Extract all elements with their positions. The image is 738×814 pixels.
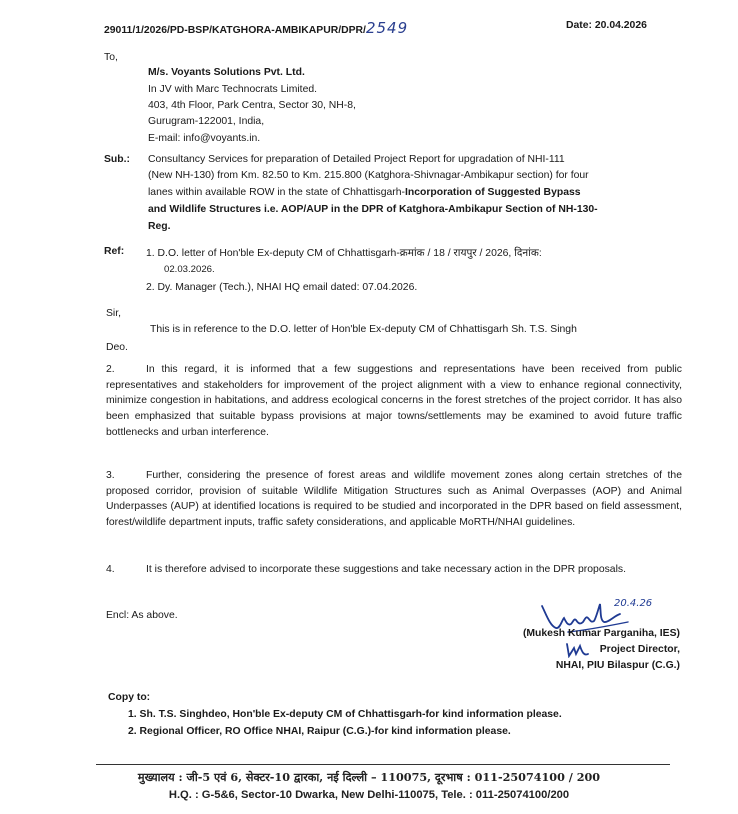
- subject-line: Consultancy Services for preparation of Detailed Project Report for upgradation of NHI-111: [148, 154, 565, 165]
- ref-label: Ref:: [104, 246, 125, 257]
- copy-to-item: 1. Sh. T.S. Singhdeo, Hon'ble Ex-deputy CM of Chhattisgarh-for kind information please.: [128, 709, 562, 720]
- reference-number-printed: 29011/1/2026/PD-BSP/KATGHORA-AMBIKAPUR/DPR/: [104, 25, 366, 36]
- letter-date: Date: 20.04.2026: [566, 20, 647, 31]
- ref-item-continued: 02.03.2026.: [164, 264, 215, 275]
- addressee-line: 403, 4th Floor, Park Centra, Sector 30, NH-8,: [148, 100, 356, 111]
- salutation: Sir,: [106, 308, 122, 319]
- subject-line: lanes within available ROW in the state of Chhattisgarh-Incorporation of Suggested Bypass: [148, 187, 581, 198]
- to-label: To,: [104, 52, 118, 63]
- copy-to-label: Copy to:: [108, 692, 151, 703]
- addressee-line: In JV with Marc Technocrats Limited.: [148, 84, 318, 95]
- subject-line: and Wildlife Structures i.e. AOP/AUP in the DPR of Katghora-Ambikapur Section of NH-130-: [148, 204, 598, 215]
- addressee-email: E-mail: info@voyants.in.: [148, 133, 261, 144]
- footer-hindi-address: मुख्यालय : जी-5 एवं 6, सेक्टर-10 द्वारका, नई दिल्ली – 110075, दूरभाष : 011-25074100 / 200: [137, 770, 601, 784]
- signatory-name: (Mukesh Kumar Parganiha, IES): [522, 628, 680, 639]
- signatory-designation: Project Director,: [599, 644, 680, 655]
- paragraph-3: 3. Further, considering the presence of forest areas and wildlife movement zones along certain stretches of the proposed corridor, provision of suitable Wildlife Mitigation Structures such as Animal Overpasses (AOP) and Animal Underpasses (AUP) at identified locations is required to be studied and incorporated in the DPR based on field assessment, forest/wildlife department inputs, traffic safety considerations, and applicable MoRTH/NHAI guidelines.: [106, 470, 682, 529]
- enclosure: Encl: As above.: [106, 610, 178, 621]
- initials-mark: [564, 642, 590, 658]
- paragraph-number: 4.: [106, 564, 115, 575]
- paragraph-2: 2. In this regard, it is informed that a few suggestions and representations have been received from public representatives and stakeholders for improvement of the project alignment with a view to enhance regional connectivity, minimize congestion in habitations, and address ecological concerns in the forest stretches of the project corridor. It has also been emphasized that suitable bypass provisions at major towns/settlements may be examined to avoid future traffic bottlenecks and urban interference.: [106, 364, 682, 438]
- addressee-name: M/s. Voyants Solutions Pvt. Ltd.: [148, 67, 305, 78]
- ref-item: 2. Dy. Manager (Tech.), NHAI HQ email dated: 07.04.2026.: [146, 282, 418, 293]
- ref-item: 1. D.O. letter of Hon'ble Ex-deputy CM of Chhattisgarh-क्रमांक / 18 / रायपुर / 2026, दिनांक:: [146, 248, 542, 259]
- paragraph-number: 3.: [106, 470, 115, 481]
- reference-number: [104, 19, 408, 37]
- paragraph-1-line: Deo.: [106, 342, 128, 353]
- reference-number-handwritten: 2549: [365, 19, 409, 37]
- paragraph-4: 4. It is therefore advised to incorporate these suggestions and take necessary action in the DPR proposals.: [106, 562, 682, 578]
- subject-label: Sub.:: [104, 154, 130, 165]
- subject-line: (New NH-130) from Km. 82.50 to Km. 215.800 (Katghora-Shivnagar-Ambikapur section) for four: [148, 170, 589, 181]
- addressee-line: Gurugram-122001, India,: [148, 116, 265, 127]
- paragraph-1-line: This is in reference to the D.O. letter of Hon'ble Ex-deputy CM of Chhattisgarh Sh. T.S. Singh: [150, 324, 577, 335]
- signatory-office: NHAI, PIU Bilaspur (C.G.): [555, 660, 680, 671]
- signature-date: 20.4.26: [614, 598, 653, 609]
- paragraph-number: 2.: [106, 364, 115, 375]
- footer-divider: [96, 764, 670, 765]
- subject-line: Reg.: [148, 221, 171, 232]
- footer-english-address: H.Q. : G-5&6, Sector-10 Dwarka, New Delhi-110075, Tele. : 011-25074100/200: [168, 789, 570, 801]
- copy-to-item: 2. Regional Officer, RO Office NHAI, Raipur (C.G.)-for kind information please.: [128, 726, 511, 737]
